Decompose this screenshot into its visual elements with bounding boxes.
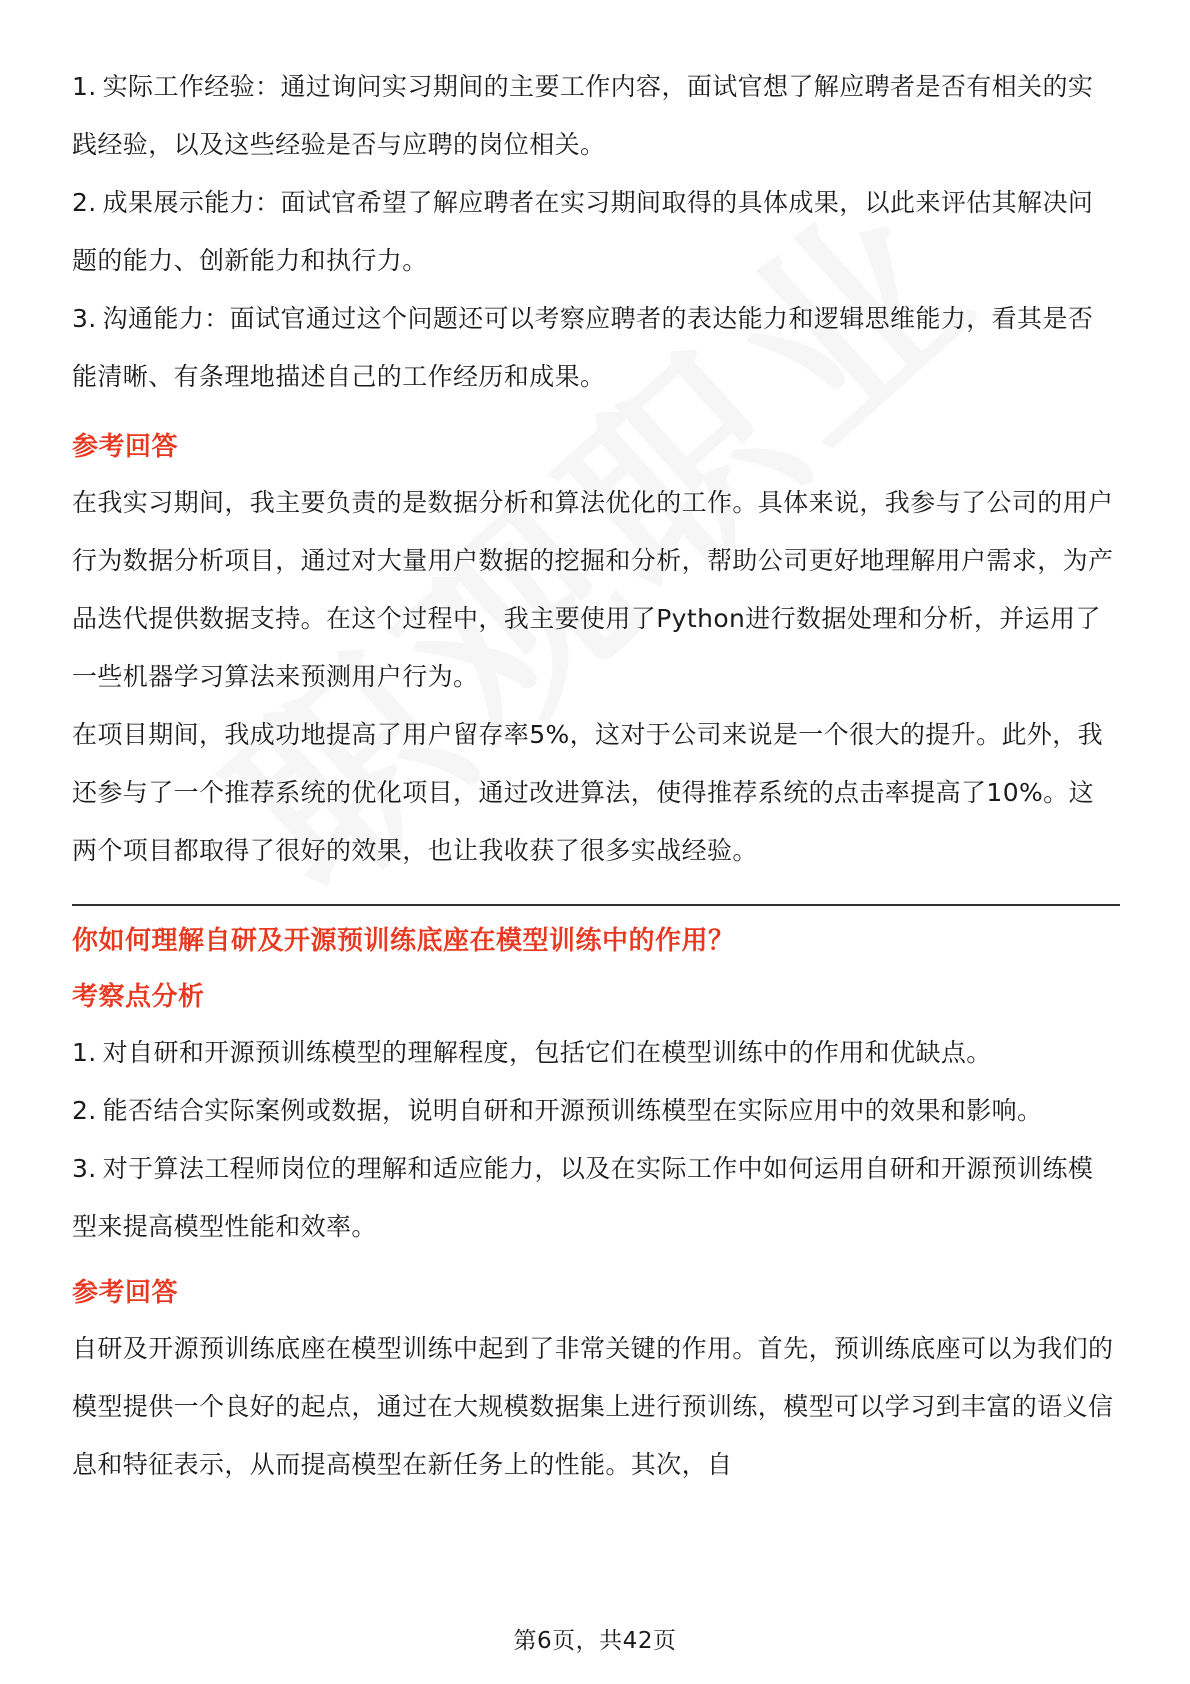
answer-paragraph: 自研及开源预训练底座在模型训练中起到了非常关键的作用。首先，预训练底座可以为我们的模型提供一个良好的起点，通过在大规模数据集上进行预训练，模型可以学习到丰富的语义信息和特征表示，从而提高模型在新任务上的性能。其次，自 [72, 1334, 1114, 1479]
list-text: 能否结合实际案例或数据，说明自研和开源预训练模型在实际应用中的效果和影响。 [102, 1096, 1043, 1125]
list-number: 1. [72, 1038, 97, 1067]
list-item [72, 174, 1117, 290]
reference-answer-heading: 参考回答 [72, 1278, 179, 1308]
list-number: 2. [72, 1096, 97, 1125]
list-text: 对于算法工程师岗位的理解和适应能力，以及在实际工作中如何运用自研和开源预训练模型来提高模型性能和效率。 [72, 1154, 1094, 1241]
page-number: 第6页，共42页 [513, 1628, 677, 1654]
list-number: 3. [72, 304, 97, 333]
analysis-list-2 [72, 1024, 1117, 1256]
list-number: 3. [72, 1154, 97, 1183]
list-text: 对自研和开源预训练模型的理解程度，包括它们在模型训练中的作用和优缺点。 [102, 1038, 992, 1067]
analysis-list-1 [72, 58, 1117, 406]
list-item [72, 1140, 1117, 1256]
list-text: 成果展示能力：面试官希望了解应聘者在实习期间取得的具体成果，以此来评估其解决问题的能力、创新能力和执行力。 [72, 188, 1094, 275]
analysis-heading: 考察点分析 [72, 982, 205, 1012]
section-divider [72, 904, 1120, 906]
list-item [72, 58, 1117, 174]
list-text: 沟通能力：面试官通过这个问题还可以考察应聘者的表达能力和逻辑思维能力，看其是否能清晰、有条理地描述自己的工作经历和成果。 [72, 304, 1094, 391]
list-item [72, 1024, 1117, 1082]
list-item [72, 1082, 1117, 1140]
page-content [72, 58, 1117, 1494]
answer-paragraph: 在项目期间，我成功地提高了用户留存率5%，这对于公司来说是一个很大的提升。此外，我还参与了一个推荐系统的优化项目，通过改进算法，使得推荐系统的点击率提高了10%。这两个项目都取得了很好的效果，也让我收获了很多实战经验。 [72, 720, 1104, 865]
list-text: 实际工作经验：通过询问实习期间的主要工作内容，面试官想了解应聘者是否有相关的实践经验，以及这些经验是否与应聘的岗位相关。 [72, 72, 1094, 159]
answer-paragraph: 在我实习期间，我主要负责的是数据分析和算法优化的工作。具体来说，我参与了公司的用户行为数据分析项目，通过对大量用户数据的挖掘和分析，帮助公司更好地理解用户需求，为产品迭代提供数据支持。在这个过程中，我主要使用了Python进行数据处理和分析，并运用了一些机器学习算法来预测用户行为。 [72, 488, 1114, 691]
list-number: 2. [72, 188, 97, 217]
reference-answer-heading: 参考回答 [72, 432, 179, 462]
question-title: 你如何理解自研及开源预训练底座在模型训练中的作用？ [72, 926, 735, 956]
list-number: 1. [72, 72, 97, 101]
list-item [72, 290, 1117, 406]
